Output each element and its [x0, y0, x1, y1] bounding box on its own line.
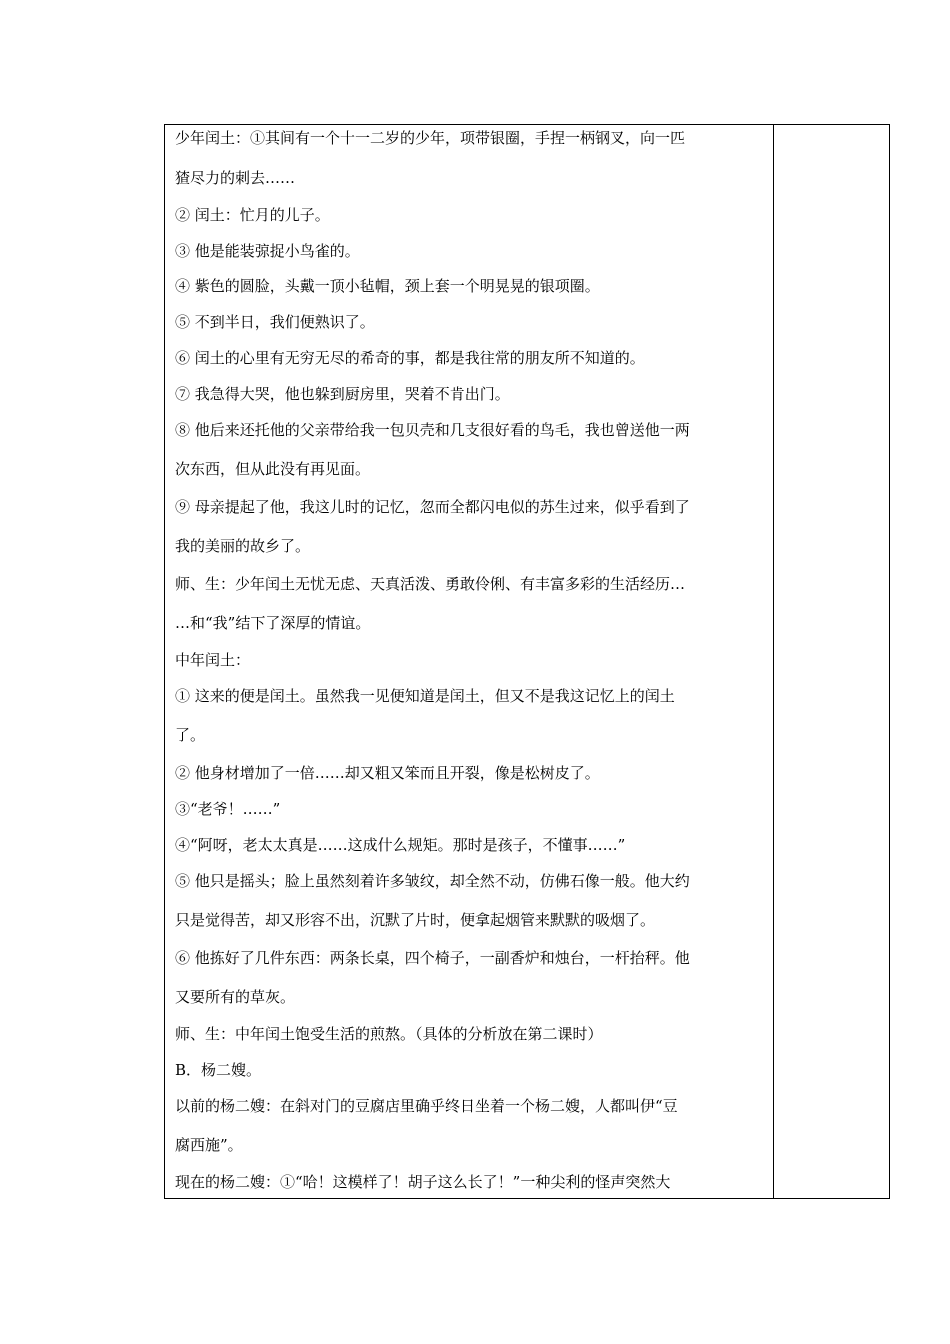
text-line: ⑥ 闰土的心里有无穷无尽的希奇的事，都是我往常的朋友所不知道的。: [175, 349, 645, 367]
text-line: 又要所有的草灰。: [175, 988, 296, 1006]
text-line: ⑧ 他后来还托他的父亲带给我一包贝壳和几支很好看的鸟毛，我也曾送他一两: [175, 421, 690, 439]
text-line: 师、生：中年闰土饱受生活的煎熬。（具体的分析放在第二课时）: [175, 1025, 603, 1043]
text-line: ④ 紫色的圆脸，头戴一顶小毡帽，颈上套一个明晃晃的银项圈。: [175, 277, 600, 295]
text-line: ③“老爷！……”: [175, 800, 281, 818]
text-line: ⑤ 他只是摇头；脸上虽然刻着许多皱纹，却全然不动，仿佛石像一般。他大约: [175, 872, 690, 890]
text-line: ④“阿呀，老太太真是……这成什么规矩。那时是孩子，不懂事……”: [175, 836, 626, 854]
text-line: 次东西，但从此没有再见面。: [175, 460, 371, 478]
text-line: 现在的杨二嫂：①“哈！这模样了！胡子这么长了！”一种尖利的怪声突然大: [175, 1173, 671, 1191]
text-line: ⑦ 我急得大哭，他也躲到厨房里，哭着不肯出门。: [175, 385, 510, 403]
text-line: ⑥ 他拣好了几件东西：两条长桌，四个椅子，一副香炉和烛台，一杆抬秤。他: [175, 949, 690, 967]
text-line: 以前的杨二嫂：在斜对门的豆腐店里确乎终日坐着一个杨二嫂，人都叫伊“豆: [175, 1097, 678, 1115]
text-line: ⑨ 母亲提起了他，我这儿时的记忆，忽而全都闪电似的苏生过来，似乎看到了: [175, 498, 690, 516]
text-line: 猹尽力的刺去……: [175, 169, 296, 187]
text-line: …和“我”结下了深厚的情谊。: [175, 614, 371, 632]
text-line: 师、生：少年闰土无忧无虑、天真活泼、勇敢伶俐、有丰富多彩的生活经历…: [175, 575, 686, 593]
text-line: 少年闰土：①其间有一个十一二岁的少年，项带银圈，手捏一柄钢叉，向一匹: [175, 129, 686, 147]
text-line: 我的美丽的故乡了。: [175, 537, 311, 555]
text-line: ② 闰土：忙月的儿子。: [175, 206, 330, 224]
text-line: ② 他身材增加了一倍……却又粗又笨而且开裂，像是松树皮了。: [175, 764, 600, 782]
text-line: ③ 他是能装弶捉小鸟雀的。: [175, 242, 360, 260]
text-line: B．杨二嫂。: [175, 1061, 262, 1079]
lesson-table: [164, 124, 890, 1199]
text-line: ① 这来的便是闰土。虽然我一见便知道是闰土，但又不是我这记忆上的闰土: [175, 687, 675, 705]
text-line: 中年闰土：: [175, 651, 251, 669]
text-line: 了。: [175, 726, 206, 744]
text-line: 腐西施”。: [175, 1136, 243, 1154]
text-line: 只是觉得苦，却又形容不出，沉默了片时，便拿起烟管来默默的吸烟了。: [175, 911, 656, 929]
text-line: ⑤ 不到半日，我们便熟识了。: [175, 313, 375, 331]
content-cell: [165, 125, 774, 1198]
notes-cell: [774, 125, 889, 1198]
